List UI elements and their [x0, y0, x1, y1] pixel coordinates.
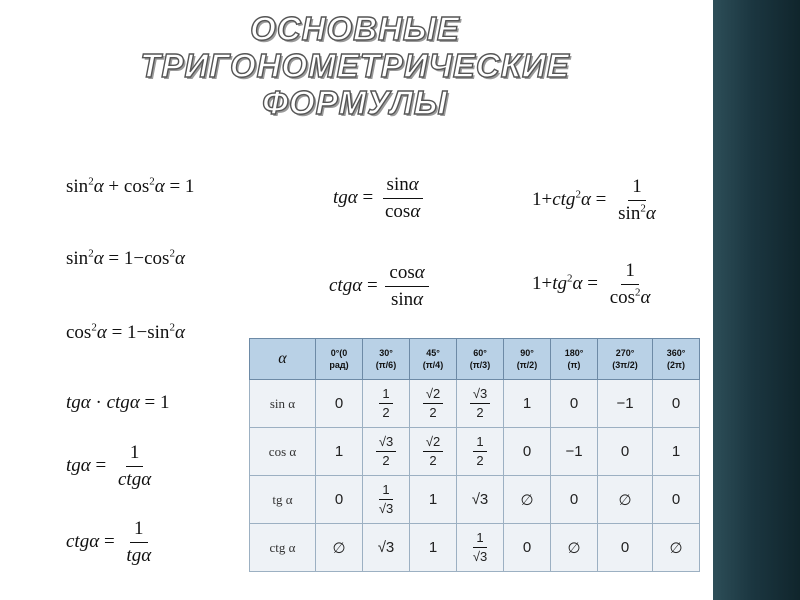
table-cell [598, 476, 653, 524]
table-cell [504, 524, 551, 572]
table-cell [457, 476, 504, 524]
table-cell [316, 524, 363, 572]
angle-degrees: 0°(0 [330, 348, 348, 358]
angle-radians: (3π/2) [612, 360, 638, 370]
cell-value: ∅ [332, 539, 346, 557]
angle-degrees: 60° [473, 348, 487, 358]
angle-degrees: 90° [520, 348, 534, 358]
formula-cos-squared: $\cos^2\alpha = 1-\sin^2\alpha$ [66, 321, 185, 343]
cell-fraction [423, 434, 443, 469]
fraction-denominator: 2 [429, 453, 437, 468]
cell-value: −1 [565, 443, 583, 460]
cell-value: 0 [334, 395, 344, 412]
table-header-angle [653, 339, 700, 380]
table-row [250, 380, 700, 428]
table-header-angle [410, 339, 457, 380]
trig-values-table [249, 338, 700, 572]
cell-value: 0 [522, 443, 532, 460]
fraction-denominator: 2 [382, 453, 390, 468]
table-cell [410, 476, 457, 524]
formula-one-plus-ctg-squared: 1+ctg$^2$α = $\frac{1}{\sin^2\alpha}$ [532, 176, 656, 224]
table-cell [598, 524, 653, 572]
cell-fraction [379, 386, 392, 421]
table-row [250, 428, 700, 476]
angle-radians: (π/6) [375, 360, 397, 370]
table-cell [551, 476, 598, 524]
cell-value: 0 [569, 491, 579, 508]
table-header-alpha: α [250, 339, 316, 380]
table-header-angle [316, 339, 363, 380]
table-row [250, 524, 700, 572]
row-function-label: tg α [250, 476, 316, 524]
table-cell [316, 428, 363, 476]
cell-fraction [473, 434, 486, 469]
row-function-label: cos α [250, 428, 316, 476]
title-line-3: ФОРМУЛЫ [262, 84, 448, 121]
formula-ctg-reciprocal: ctgα = $\frac{1}{\text{tgα}}$ [66, 518, 152, 566]
cell-value: ∅ [669, 539, 683, 557]
fraction-denominator: 2 [476, 453, 484, 468]
cell-value: 0 [671, 491, 681, 508]
angle-radians: (π/4) [422, 360, 444, 370]
formula-tg-reciprocal: tgα = $\frac{1}{\text{ctgα}}$ [66, 442, 152, 490]
angle-radians: (π/2) [516, 360, 538, 370]
table-cell [504, 476, 551, 524]
table-cell [551, 428, 598, 476]
row-function-label: ctg α [250, 524, 316, 572]
formula-one-plus-tg-squared: $1+tg^2\alpha$ = $\frac{1}{\cos^2\alpha}$ [532, 260, 651, 308]
table-cell [653, 476, 700, 524]
cell-value: 1 [334, 443, 344, 460]
table-cell [551, 380, 598, 428]
table-header-angle [363, 339, 410, 380]
cell-value: ∅ [520, 491, 534, 509]
table-cell [410, 524, 457, 572]
formula-ctg-definition: ctgα = $\frac{\cos\alpha}{\sin\alpha}$ [329, 262, 432, 311]
table-header-angle [598, 339, 653, 380]
cell-value: 0 [620, 539, 630, 556]
fraction-numerator: 1 [473, 434, 486, 452]
fraction-denominator: 2 [429, 405, 437, 420]
cell-value: ∅ [567, 539, 581, 557]
table-cell [653, 524, 700, 572]
angle-degrees: 180° [564, 348, 584, 358]
cell-value: 0 [569, 395, 579, 412]
cell-value: −1 [616, 395, 634, 412]
angle-degrees: 360° [666, 348, 686, 358]
cell-value: 1 [428, 491, 438, 508]
table-cell [410, 428, 457, 476]
table-header-angle [551, 339, 598, 380]
cell-value: 1 [671, 443, 681, 460]
cell-fraction [423, 386, 443, 421]
table-cell [504, 380, 551, 428]
table-cell [316, 476, 363, 524]
cell-value: 0 [620, 443, 630, 460]
table-header-row [250, 339, 700, 380]
fraction-denominator: √3 [472, 549, 488, 564]
table-cell [653, 428, 700, 476]
cell-value: 1 [428, 539, 438, 556]
fraction-numerator: √2 [423, 386, 443, 404]
fraction-numerator: √3 [376, 434, 396, 452]
title-line-2: ТРИГОНОМЕТРИЧЕСКИЕ [140, 47, 570, 84]
angle-radians: рад) [329, 360, 349, 370]
cell-fraction [470, 530, 490, 565]
fraction-denominator: √3 [378, 501, 394, 516]
fraction-numerator: √2 [423, 434, 443, 452]
cell-fraction [470, 386, 490, 421]
cell-value: 0 [334, 491, 344, 508]
row-function-label: sin α [250, 380, 316, 428]
table-cell [363, 524, 410, 572]
cell-value: ∅ [618, 491, 632, 509]
table-cell [598, 428, 653, 476]
table-cell [457, 380, 504, 428]
formula-tg-ctg-product: tgα · ctgα = 1 [66, 392, 170, 413]
fraction-numerator: 1 [473, 530, 486, 548]
table-cell [504, 428, 551, 476]
angle-radians: (2π) [667, 360, 685, 370]
cell-value: √3 [377, 539, 395, 556]
angle-degrees: 45° [426, 348, 440, 358]
title-line-1: ОСНОВНЫЕ [250, 10, 460, 47]
table-header-angle [504, 339, 551, 380]
formula-tg-definition: tgα = $\frac{\sin\alpha}{\cos\alpha}$ [333, 174, 427, 223]
table-cell [457, 428, 504, 476]
cell-fraction [376, 434, 396, 469]
angle-radians: (π) [567, 360, 581, 370]
cell-value: 1 [522, 395, 532, 412]
table-cell [316, 380, 363, 428]
formula-pythagorean: $\sin^2\alpha + \cos^2\alpha = 1$ [66, 175, 195, 197]
table-cell [551, 524, 598, 572]
angle-degrees: 30° [379, 348, 393, 358]
table-cell [598, 380, 653, 428]
fraction-denominator: 2 [476, 405, 484, 420]
fraction-denominator: 2 [382, 405, 390, 420]
table-cell [653, 380, 700, 428]
angle-radians: (π/3) [469, 360, 491, 370]
table-cell [457, 524, 504, 572]
angle-degrees: 270° [615, 348, 635, 358]
fraction-numerator: 1 [379, 386, 392, 404]
table-row [250, 476, 700, 524]
cell-value: 0 [522, 539, 532, 556]
cell-value: √3 [471, 491, 489, 508]
cell-value: 0 [671, 395, 681, 412]
table-cell [410, 380, 457, 428]
formula-sin-squared: $\sin^2\alpha = 1-\cos^2\alpha$ [66, 247, 185, 269]
table-cell [363, 476, 410, 524]
fraction-numerator: 1 [379, 482, 392, 500]
page-title [120, 10, 590, 121]
cell-fraction [376, 482, 396, 517]
table-cell [363, 428, 410, 476]
table-header-angle [457, 339, 504, 380]
fraction-numerator: √3 [470, 386, 490, 404]
table-cell [363, 380, 410, 428]
sidebar-decor [713, 0, 800, 600]
